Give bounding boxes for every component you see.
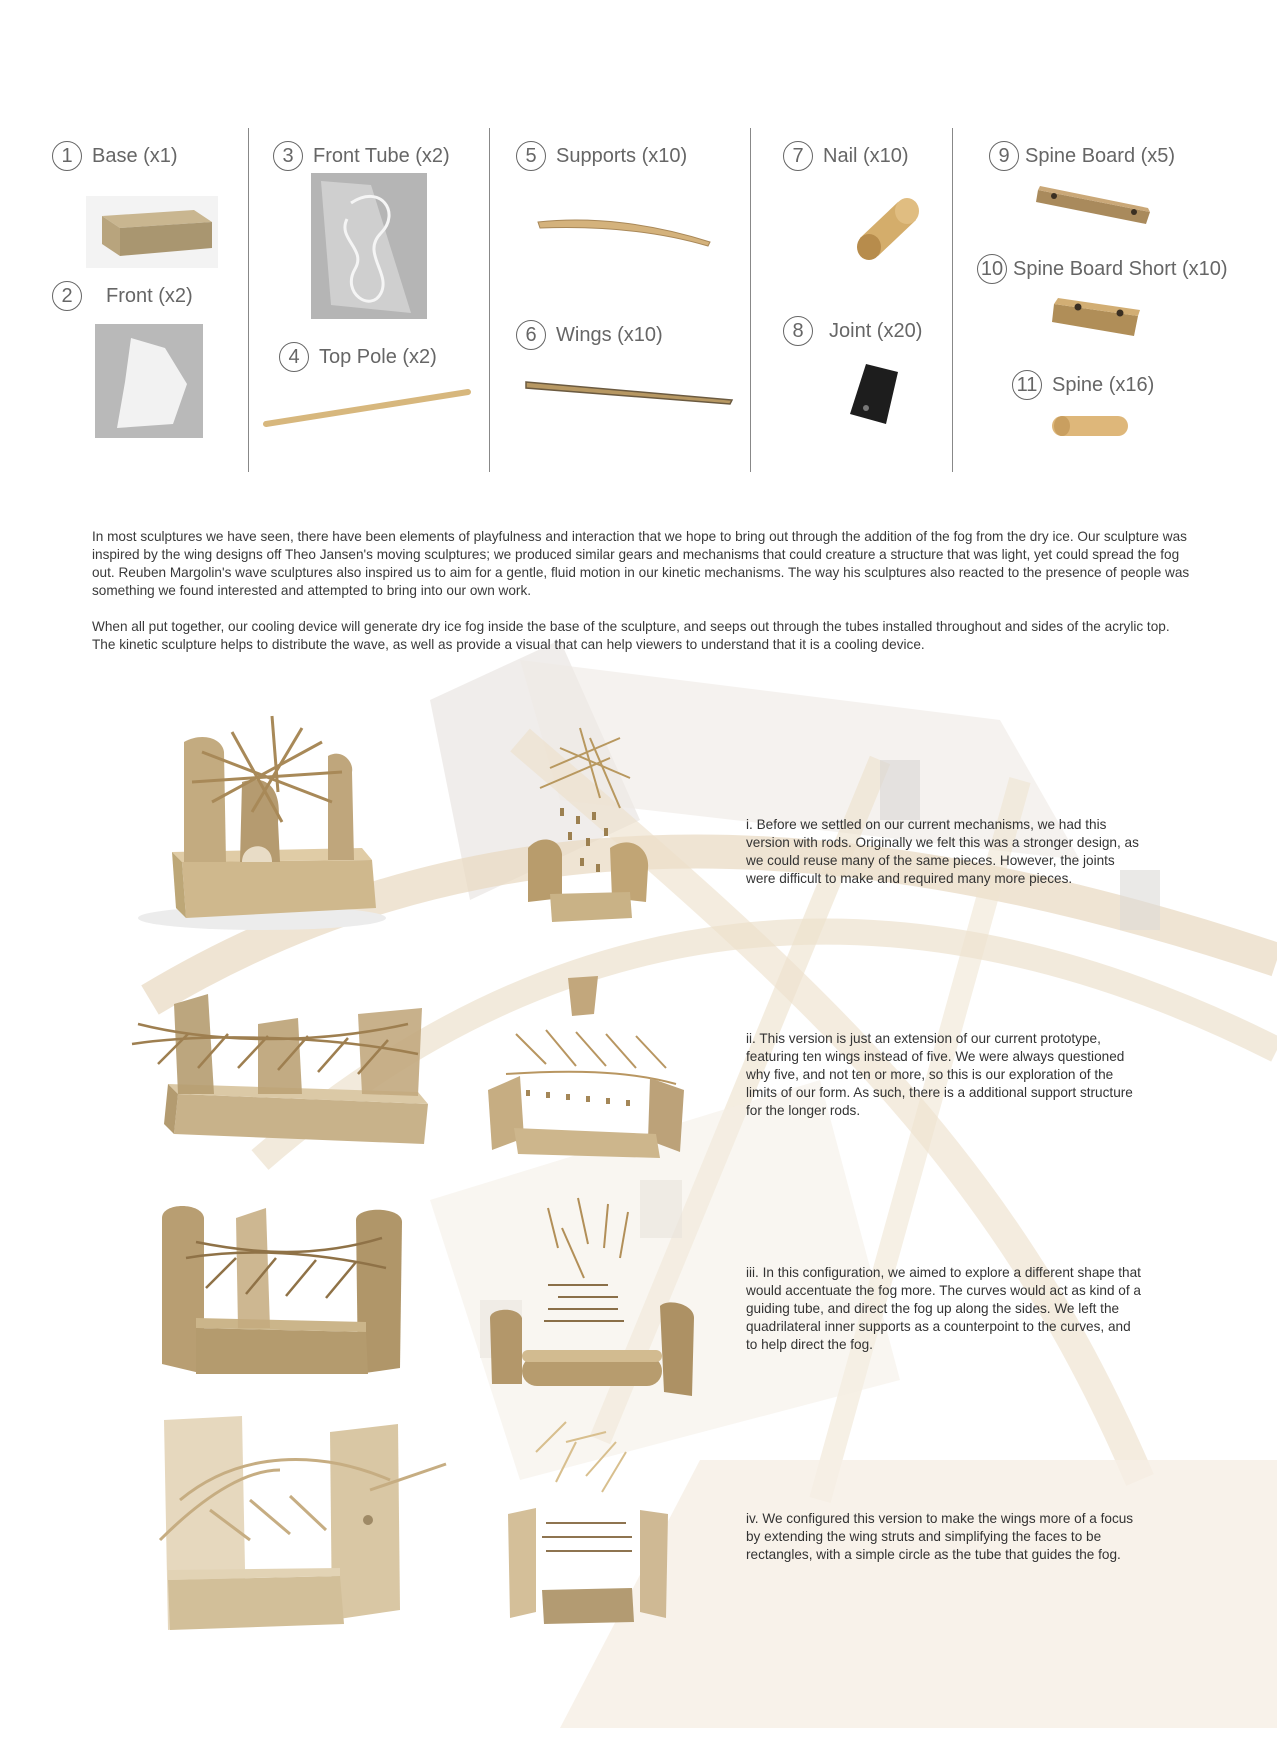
part-11 <box>1012 370 1154 400</box>
spine-board-render <box>1032 180 1152 228</box>
part-6 <box>516 320 663 350</box>
part-label: Joint (x20) <box>829 319 923 342</box>
version-1-caption: i. Before we settled on our current mechanisms, we had this version with rods. Originally we felt this was a stronger design, as we could reuse many of the same pieces. However, the joints were difficult to make and required many more pieces. <box>746 817 1139 886</box>
part-label: Wings (x10) <box>556 323 663 346</box>
part-7 <box>783 141 909 171</box>
part-8 <box>783 316 922 346</box>
part-label: Front Tube (x2) <box>313 144 450 167</box>
part-label: Spine Board (x5) <box>1025 144 1176 167</box>
part-number: 9 <box>989 141 1019 171</box>
column-divider <box>248 128 249 472</box>
spine-render <box>1044 408 1136 444</box>
part-number: 8 <box>783 316 813 346</box>
version-3-caption: iii. In this configuration, we aimed to explore a different shape that would accentuate the fog more. The curves would act as kind of a guiding tube, and direct the fog up along the sides. We left the quadrilateral inner supports as a counterpoint to the curves, and to help direct the fog. <box>746 1265 1141 1352</box>
spine-board-short-render <box>1048 294 1144 344</box>
nail-render <box>846 194 926 266</box>
part-label: Base (x1) <box>92 144 178 167</box>
part-2 <box>52 281 193 311</box>
part-number: 5 <box>516 141 546 171</box>
part-label: Front (x2) <box>106 284 193 307</box>
version-1-exploded-render <box>520 708 660 930</box>
front-tube-render <box>311 173 427 319</box>
version-3-exploded-render <box>488 1188 698 1400</box>
support-render <box>534 206 714 250</box>
base-render <box>86 196 218 268</box>
version-3-assembled-render <box>156 1198 408 1384</box>
part-number: 2 <box>52 281 82 311</box>
intro-paragraph-2: When all put together, our cooling device will generate dry ice fog inside the base of the sculpture, and seeps out through the tubes installed throughout and sides of the acrylic top. The kinetic sculpture helps to distribute the wave, as well as provide a visual that can help viewers to understand that it is a cooling device. <box>92 619 1170 652</box>
part-label: Nail (x10) <box>823 144 909 167</box>
part-label: Spine (x16) <box>1052 373 1155 396</box>
top-pole-render <box>262 384 472 432</box>
part-5 <box>516 141 687 171</box>
part-number: 3 <box>273 141 303 171</box>
part-3 <box>273 141 450 171</box>
version-1-assembled-render <box>132 712 392 934</box>
version-2-exploded-render <box>486 974 688 1170</box>
version-4-assembled-render <box>150 1410 450 1634</box>
version-4-exploded-render <box>506 1412 676 1634</box>
version-2-assembled-render <box>118 984 438 1162</box>
part-1 <box>52 141 178 171</box>
part-number: 1 <box>52 141 82 171</box>
wing-render <box>522 372 738 408</box>
version-2-caption: ii. This version is just an extension of our current prototype, featuring ten wings instead of five. We were always questioned why five, and not ten or more, so this is our exploration of the limits of our form. As such, there is a additional support structure for the longer rods. <box>746 1031 1133 1118</box>
part-number: 10 <box>977 254 1007 284</box>
part-label: Supports (x10) <box>556 144 688 167</box>
part-10 <box>977 254 1228 284</box>
part-number: 6 <box>516 320 546 350</box>
part-number: 11 <box>1012 370 1042 400</box>
front-render <box>95 324 203 438</box>
column-divider <box>489 128 490 472</box>
column-divider <box>750 128 751 472</box>
part-4 <box>279 342 437 372</box>
version-4-caption: iv. We configured this version to make the wings more of a focus by extending the wing struts and simplifying the faces to be rectangles, with a simple circle as the tube that guides the fog. <box>746 1511 1134 1562</box>
part-label: Spine Board Short (x10) <box>1013 257 1228 280</box>
column-divider <box>952 128 953 472</box>
part-9 <box>989 141 1175 171</box>
joint-render <box>844 360 904 428</box>
part-number: 4 <box>279 342 309 372</box>
part-number: 7 <box>783 141 813 171</box>
part-label: Top Pole (x2) <box>319 345 437 368</box>
intro-paragraph-1: In most sculptures we have seen, there have been elements of playfulness and interaction that we hope to bring out through the addition of the fog from the dry ice. Our sculpture was inspired by the wing designs off Theo Jansen's moving sculptures; we produced similar gears and mechanisms that could creature a structure that was light, yet could spread the fog out. Reuben Margolin's wave sculptures also inspired us to aim for a gentle, fluid motion in our kinetic mechanisms. The way his sculptures also reacted to the presence of people was something we found interested and attempted to bring into our own work. <box>92 529 1190 598</box>
